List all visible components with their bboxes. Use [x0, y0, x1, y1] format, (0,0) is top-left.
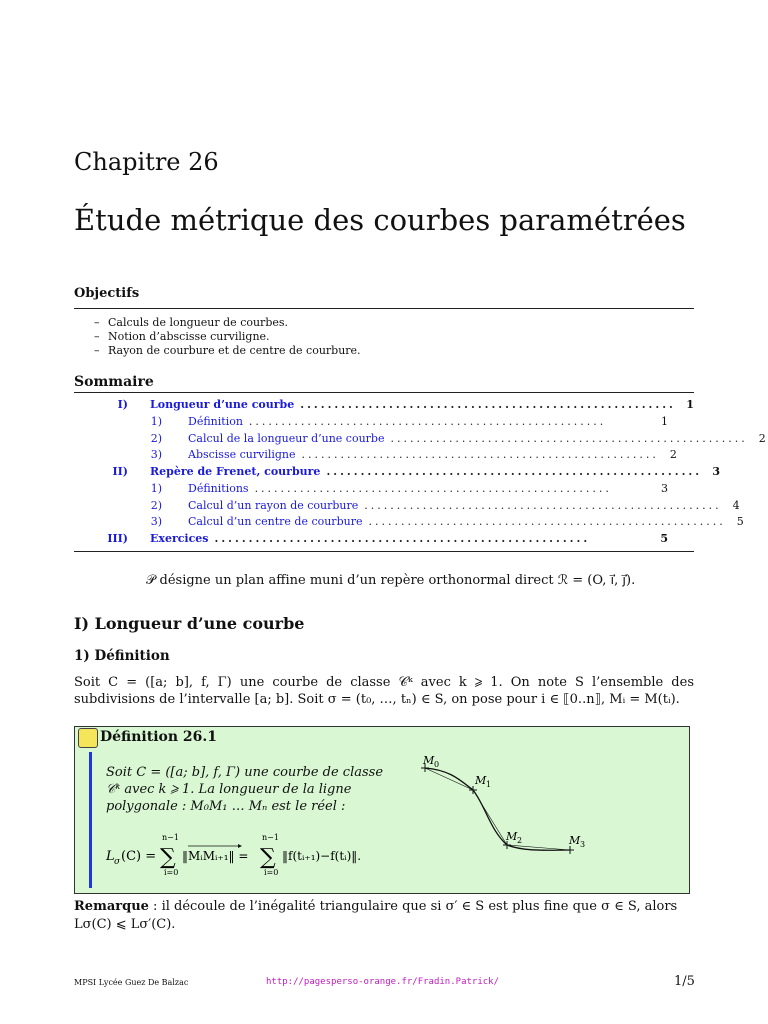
sum-bottom-2: i=0: [264, 868, 279, 877]
toc-entry[interactable]: I) Longueur d’une courbe ....................................................... 1: [117, 398, 694, 411]
objective-item: – Rayon de courbure et de centre de courbure.: [94, 344, 361, 357]
summary-heading: Sommaire: [74, 374, 154, 390]
objectives-heading: Objectifs: [74, 286, 140, 301]
point-label-m2: M: [506, 830, 518, 843]
toc-entry[interactable]: II) Repère de Frenet, courbure ....................................................... 3: [112, 465, 721, 478]
remark-text: : il découle de l’inégalité triangulaire que si σ′ ∈ S est plus fine que σ ∈ S, alors Lσ(C) ⩽ Lσ′(C).: [74, 899, 678, 932]
remark-paragraph: [74, 898, 694, 934]
curve-path: [425, 768, 570, 850]
point-label-m0-sub: 0: [434, 760, 440, 769]
objective-item: – Calculs de longueur de courbes.: [94, 316, 289, 329]
toc-entry[interactable]: 3) Abscisse curviligne ....................................................... 2: [150, 448, 677, 461]
toc-entry[interactable]: 2) Calcul d’un rayon de courbure ....................................................... 4: [150, 499, 740, 512]
point-label-m3-sub: 3: [580, 840, 586, 849]
point-label-m3: M: [569, 834, 581, 847]
point-label-m2-sub: 2: [517, 836, 523, 845]
sum-sign: ∑: [160, 845, 176, 870]
definition-text: Soit C = ([a; b], f, Γ) une courbe de classe 𝒞ᵏ avec k ⩾ 1. La longueur de la ligne polygonale : M₀M₁ … Mₙ est le réel :: [106, 765, 384, 814]
definition-title: Définition 26.1: [100, 729, 217, 745]
vector-arrow-head: [238, 844, 242, 848]
point-label-m0: M: [423, 754, 435, 767]
formula-lhs: L: [106, 849, 115, 864]
definition-icon: [78, 728, 98, 748]
point-label-m1: M: [475, 774, 487, 787]
formula-term2: ‖f(tᵢ₊₁)−f(tᵢ)‖.: [282, 849, 362, 863]
summary-bottom-rule: [74, 551, 694, 552]
formula-term1: ‖MᵢMᵢ₊₁‖ =: [182, 849, 249, 863]
footer-school: MPSI Lycée Guez De Balzac: [74, 978, 189, 987]
toc-entry[interactable]: 2) Calcul de la longueur d’une courbe ....................................................... 2: [150, 432, 766, 445]
formula-lhs-sub: σ: [114, 857, 121, 867]
sum-top-2: n−1: [262, 833, 279, 842]
objective-item: – Notion d’abscisse curviligne.: [94, 330, 270, 343]
intro-sentence: 𝒫 désigne un plan affine muni d’un repère orthonormal direct ℛ = (O, i⃗, j⃗).: [146, 573, 636, 588]
sum-sign-2: ∑: [260, 845, 276, 870]
remark-label: Remarque: [74, 899, 149, 914]
curve-points: [421, 764, 574, 854]
toc-entry[interactable]: 1) Définition ....................................................... 1: [150, 415, 668, 428]
definition-side-bar: [89, 752, 92, 888]
chapter-label: Chapitre 26: [74, 148, 219, 176]
toc-entry[interactable]: 1) Définitions ....................................................... 3: [150, 482, 668, 495]
subsection-heading: 1) Définition: [74, 648, 170, 664]
toc-entry[interactable]: III) Exercices ....................................................... 5: [107, 532, 668, 545]
polygonal-line: [425, 768, 570, 850]
sum-bottom: i=0: [164, 868, 179, 877]
point-label-m1-sub: 1: [486, 780, 492, 789]
definition-formula: [106, 832, 406, 876]
footer-url-link[interactable]: http://pagesperso-orange.fr/Fradin.Patrick/: [266, 977, 499, 987]
body-paragraph: Soit C = ([a; b], f, Γ) une courbe de classe 𝒞ᵏ avec k ⩾ 1. On note S l’ensemble des subdivisions de l’intervalle [a; b]. Soit σ = (t₀, …, tₙ) ∈ S, on pose pour i ∈ ⟦0..n⟧, Mᵢ = M(tᵢ).: [74, 675, 694, 707]
toc-entry[interactable]: 3) Calcul d’un centre de courbure ....................................................... 5: [150, 515, 744, 528]
sum-top: n−1: [162, 833, 179, 842]
chapter-title: Étude métrique des courbes paramétrées: [74, 203, 686, 237]
objectives-top-rule: [74, 308, 694, 309]
footer-page-number: 1/5: [674, 974, 695, 989]
section-heading: I) Longueur d’une courbe: [74, 614, 305, 633]
formula-arg: (C) =: [121, 849, 157, 864]
summary-top-rule: [74, 392, 694, 393]
polygonal-curve-figure: [405, 750, 595, 860]
